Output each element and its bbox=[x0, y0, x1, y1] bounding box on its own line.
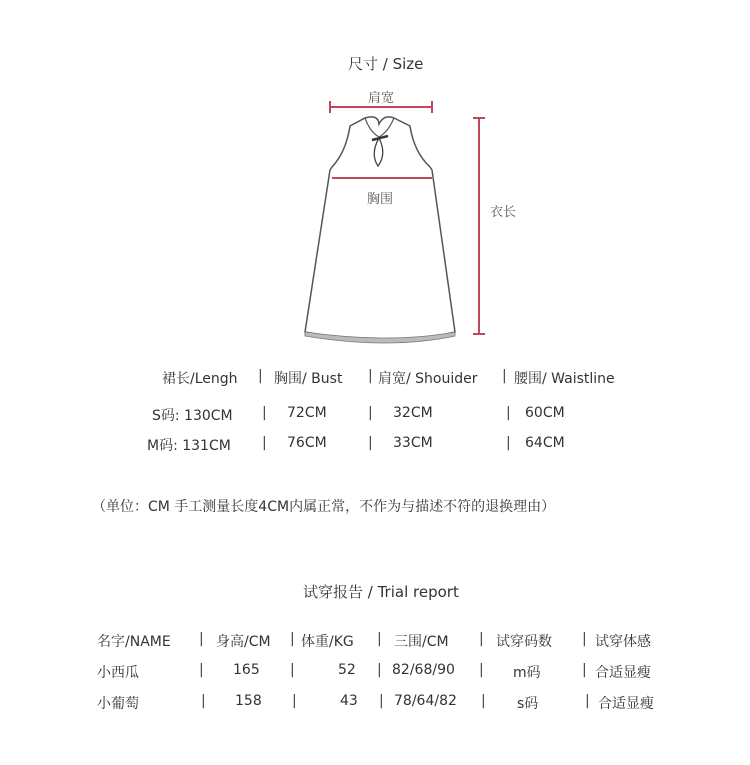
trial-header-name: 名字/NAME bbox=[97, 634, 171, 650]
trial-header-height: 身高/CM bbox=[216, 634, 271, 650]
separator: | bbox=[481, 693, 486, 709]
separator: | bbox=[582, 631, 587, 647]
dress-collar bbox=[365, 118, 394, 137]
dress-diagram bbox=[290, 92, 500, 352]
trial-header-measurements: 三围/CM bbox=[394, 634, 449, 650]
trial-row-2-measurements: 78/64/82 bbox=[394, 693, 457, 709]
separator: | bbox=[479, 631, 484, 647]
separator: | bbox=[379, 693, 384, 709]
trial-header-weight: 体重/KG bbox=[301, 634, 354, 650]
size-header-waist: 腰围/ Waistline bbox=[514, 371, 615, 387]
size-row-s-waist: 60CM bbox=[525, 405, 565, 421]
separator: | bbox=[290, 662, 295, 678]
trial-row-1-measurements: 82/68/90 bbox=[392, 662, 455, 678]
separator: | bbox=[368, 368, 373, 384]
separator: | bbox=[377, 631, 382, 647]
size-row-m-bust: 76CM bbox=[287, 435, 327, 451]
size-header-shoulder: 肩宽/ Shouider bbox=[378, 371, 478, 387]
trial-header-size: 试穿码数 bbox=[496, 634, 552, 650]
trial-section-title: 试穿报告 / Trial report bbox=[303, 583, 459, 601]
separator: | bbox=[262, 435, 267, 451]
measurement-note: （单位：CM 手工测量长度4CM内属正常，不作为与描述不符的退换理由） bbox=[92, 499, 556, 515]
trial-row-2-weight: 43 bbox=[340, 693, 358, 709]
separator: | bbox=[368, 435, 373, 451]
size-row-m-shoulder: 33CM bbox=[393, 435, 433, 451]
chest-label: 胸围 bbox=[367, 192, 394, 207]
length-label: 衣长 bbox=[490, 205, 517, 220]
separator: | bbox=[292, 693, 297, 709]
trial-row-1-name: 小西瓜 bbox=[97, 665, 139, 681]
size-row-m-waist: 64CM bbox=[525, 435, 565, 451]
trial-header-fit: 试穿体感 bbox=[595, 634, 651, 650]
trial-row-2-size: s码 bbox=[517, 696, 539, 712]
separator: | bbox=[290, 631, 295, 647]
trial-row-1-size: m码 bbox=[513, 665, 541, 681]
separator: | bbox=[201, 693, 206, 709]
trial-row-2-name: 小葡萄 bbox=[97, 696, 139, 712]
size-row-s-shoulder: 32CM bbox=[393, 405, 433, 421]
trial-row-1-height: 165 bbox=[233, 662, 260, 678]
size-row-s-bust: 72CM bbox=[287, 405, 327, 421]
separator: | bbox=[377, 662, 382, 678]
trial-row-2-fit: 合适显瘦 bbox=[598, 696, 654, 712]
keyhole-icon bbox=[374, 138, 383, 166]
separator: | bbox=[262, 405, 267, 421]
size-header-length: 裙长/Lengh bbox=[162, 371, 238, 387]
separator: | bbox=[199, 631, 204, 647]
separator: | bbox=[502, 368, 507, 384]
shoulder-label: 肩宽 bbox=[368, 91, 395, 106]
separator: | bbox=[506, 435, 511, 451]
separator: | bbox=[582, 662, 587, 678]
size-section-title: 尺寸 / Size bbox=[348, 55, 424, 73]
separator: | bbox=[506, 405, 511, 421]
size-row-m-size: M码: 131CM bbox=[147, 438, 231, 454]
dress-outline bbox=[305, 117, 455, 340]
separator: | bbox=[585, 693, 590, 709]
size-header-bust: 胸围/ Bust bbox=[274, 371, 343, 387]
size-row-s-size: S码: 130CM bbox=[152, 408, 233, 424]
dress-hem bbox=[305, 332, 455, 343]
separator: | bbox=[479, 662, 484, 678]
trial-row-1-weight: 52 bbox=[338, 662, 356, 678]
separator: | bbox=[368, 405, 373, 421]
length-measure-line bbox=[473, 118, 485, 334]
separator: | bbox=[199, 662, 204, 678]
separator: | bbox=[258, 368, 263, 384]
trial-row-2-height: 158 bbox=[235, 693, 262, 709]
trial-row-1-fit: 合适显瘦 bbox=[595, 665, 651, 681]
